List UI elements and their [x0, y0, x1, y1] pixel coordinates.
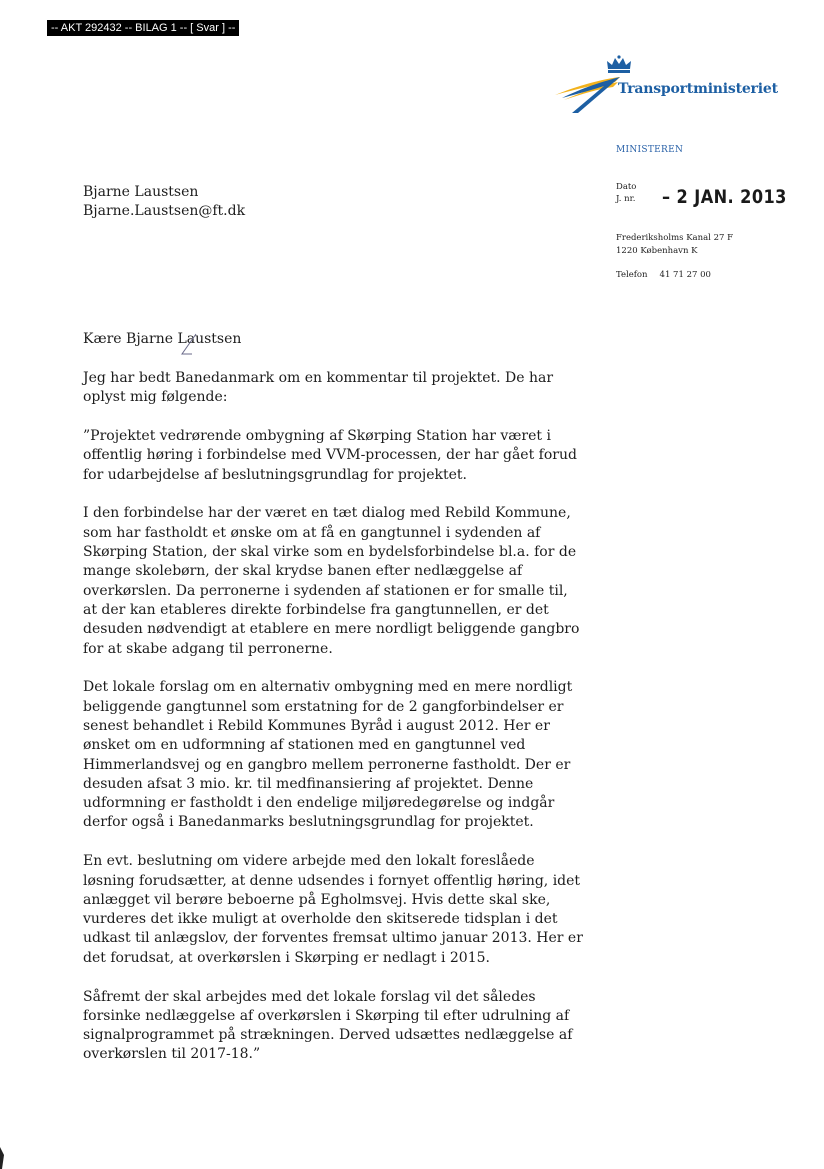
ministry-logo-text: Transportministeriet: [618, 81, 778, 97]
paragraph-3: I den forbindelse har der været en tæt dialog med Rebild Kommune, som har fastholdt et ønske om at få en gangtunnel i sydenden af Skørping Station, der skal virke som en bydelsforbindelse bl.a. for de mange skolebørn, der skal krydse banen efter nedlæggelse af overkørslen. Da perronerne i sydenden af stationen er for smalle til, at der kan etableres direkte forbindelse fra gangtunnellen, er det desuden nødvendigt at etablere en mere nordligt beliggende gangbro for at skabe adgang til perronerne.: [83, 505, 580, 657]
paragraph-2: ”Projektet vedrørende ombygning af Skørping Station har været i offentlig høring i forbindelse med VVM-processen, der har gået forud for udarbejdelse af beslutningsgrundlag for projektet.: [83, 428, 577, 483]
date-stamp: – 2 JAN. 2013: [662, 186, 787, 208]
document-id-stamp: -- AKT 292432 -- BILAG 1 -- [ Svar ] --: [47, 20, 239, 36]
jnr-label: J. nr.: [616, 194, 636, 204]
ministry-address: [616, 232, 733, 258]
recipient-email: Bjarne.Laustsen@ft.dk: [83, 203, 246, 219]
phone-number: 41 71 27 00: [659, 270, 711, 280]
recipient-block: [83, 183, 245, 221]
phone-label: Telefon: [616, 270, 648, 280]
letter-body: [83, 369, 583, 1084]
paragraph-4: Det lokale forslag om en alternativ ombygning med en mere nordligt beliggende gangtunnel som erstatning for de 2 gangforbindelser er senest behandlet i Rebild Kommunes Byråd i august 2012. Her er ønsket om en udformning af stationen med en gangtunnel ved Himmerlandsvej og en gangbro mellem perronerne fastholdt. Der er desuden afsat 3 mio. kr. til medfinansiering af projektet. Denne udformning er fastholdt i den endelige miljøredegørelse og indgår derfor også i Banedanmarks beslutningsgrundlag for projektet.: [83, 679, 573, 831]
handwritten-correction-mark-icon: [176, 330, 200, 360]
paragraph-6: Såfremt der skal arbejdes med det lokale forslag vil det således forsinke nedlæggelse af overkørslen i Skørping til efter udrulning af signalprogrammet på strækningen. Derved udsættes nedlæggelse af overkørslen til 2017-18.”: [83, 988, 573, 1063]
phone-line: [616, 270, 711, 280]
department-label: MINISTEREN: [616, 145, 684, 155]
address-line-1: Frederiksholms Kanal 27 F: [616, 233, 733, 243]
salutation: Kære Bjarne Laustsen: [83, 331, 242, 347]
paragraph-1: Jeg har bedt Banedanmark om en kommentar til projektet. De har oplyst mig følgende:: [83, 370, 554, 406]
address-line-2: 1220 København K: [616, 246, 698, 256]
scan-corner-mark-icon: [0, 1147, 10, 1169]
recipient-name: Bjarne Laustsen: [83, 184, 199, 200]
paragraph-5: En evt. beslutning om videre arbejde med den lokalt foreslåede løsning forudsætter, at denne udsendes i fornyet offentlig høring, idet anlægget vil berøre beboerne på Egholmsvej. Hvis dette skal ske, vurderes det ikke muligt at overholde den skitserede tidsplan i det udkast til anlægslov, der forventes fremsat ultimo januar 2013. Her er det forudsat, at overkørslen i Skørping er nedlagt i 2015.: [83, 853, 583, 966]
date-label: Dato: [616, 182, 637, 192]
